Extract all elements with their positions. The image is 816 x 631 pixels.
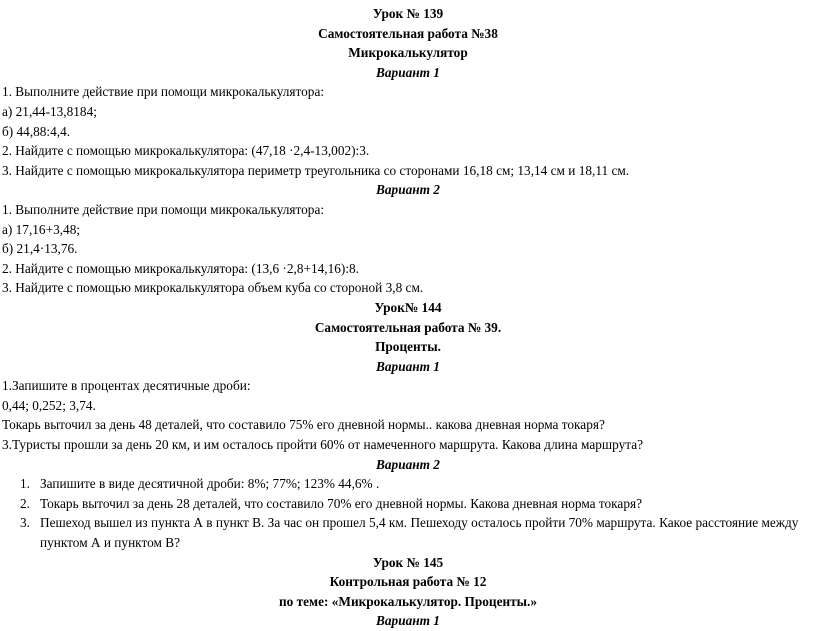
lesson-145-topic: по теме: «Микрокалькулятор. Проценты.» [278, 593, 538, 609]
list-item-number: 3. [20, 515, 30, 531]
list-item [0, 513, 816, 533]
lesson-144-header: Урок№ 144 [374, 299, 442, 315]
list-item-text: Токарь выточил за день 28 деталей, что составило 70% его дневной нормы. Какова дневная норма токаря? [40, 495, 642, 511]
task-line: 3.Туристы прошли за день 20 км, и им осталось пройти 60% от намеченного маршрута. Какова длина маршрута? [2, 437, 644, 453]
lesson-145-header: Урок № 145 [372, 554, 444, 570]
task-line: 2. Найдите с помощью микрокалькулятора: (47,18 ·2,4-13,002):3. [2, 143, 370, 159]
lesson-139-variant-2-title: Вариант 2 [376, 182, 440, 198]
lesson-144-work-title: Самостоятельная работа № 39. [314, 319, 502, 335]
list-item-text: Запишите в виде десятичной дроби: 8%; 77%; 123% 44,6% . [40, 476, 380, 492]
list-item-continuation: пунктом А и пунктом В? [40, 535, 181, 551]
task-line: б) 44,88:4,4. [2, 123, 71, 139]
task-line: а) 17,16+3,48; [2, 221, 81, 237]
task-line: 1. Выполните действие при помощи микрокалькулятора: [2, 84, 325, 100]
list-item [0, 494, 816, 514]
task-line: а) 21,44-13,8184; [2, 103, 97, 119]
list-item-number: 1. [20, 476, 30, 492]
lesson-139-work-title: Самостоятельная работа №38 [318, 25, 498, 41]
lesson-145-work-title: Контрольная работа № 12 [329, 574, 487, 590]
task-line: Токарь выточил за день 48 деталей, что составило 75% его дневной нормы.. какова дневная норма токаря? [2, 417, 605, 433]
lesson-144-variant-2-title: Вариант 2 [376, 456, 440, 472]
lesson-139-variant-1-title: Вариант 1 [376, 64, 440, 80]
list-item-text: Пешеход вышел из пункта А в пункт В. За час он прошел 5,4 км. Пешеходу осталось пройти 70% маршрута. Какое расстояние между [40, 515, 799, 531]
task-line: 0,44; 0,252; 3,74. [2, 397, 96, 413]
lesson-139-header: Урок № 139 [372, 6, 444, 21]
lesson-145-variant-1-title: Вариант 1 [376, 613, 440, 629]
task-line: 2. Найдите с помощью микрокалькулятора: (13,6 ·2,8+14,16):8. [2, 260, 359, 276]
lesson-144-variant-1-title: Вариант 1 [376, 358, 440, 374]
task-line: 3. Найдите с помощью микрокалькулятора периметр треугольника со сторонами 16,18 см; 13,14 см и 18,11 см. [2, 162, 630, 178]
lesson-139-topic: Микрокалькулятор [348, 45, 468, 61]
task-line: б) 21,4·13,76. [2, 241, 78, 257]
task-line: 3. Найдите с помощью микрокалькулятора объем куба со стороной 3,8 см. [2, 280, 424, 296]
list-item-number: 2. [20, 495, 30, 511]
task-line: 1.Запишите в процентах десятичные дроби: [2, 378, 251, 394]
list-item [0, 474, 816, 494]
lesson-144-topic: Проценты. [375, 339, 441, 355]
task-line: 1. Выполните действие при помощи микрокалькулятора: [2, 201, 325, 217]
